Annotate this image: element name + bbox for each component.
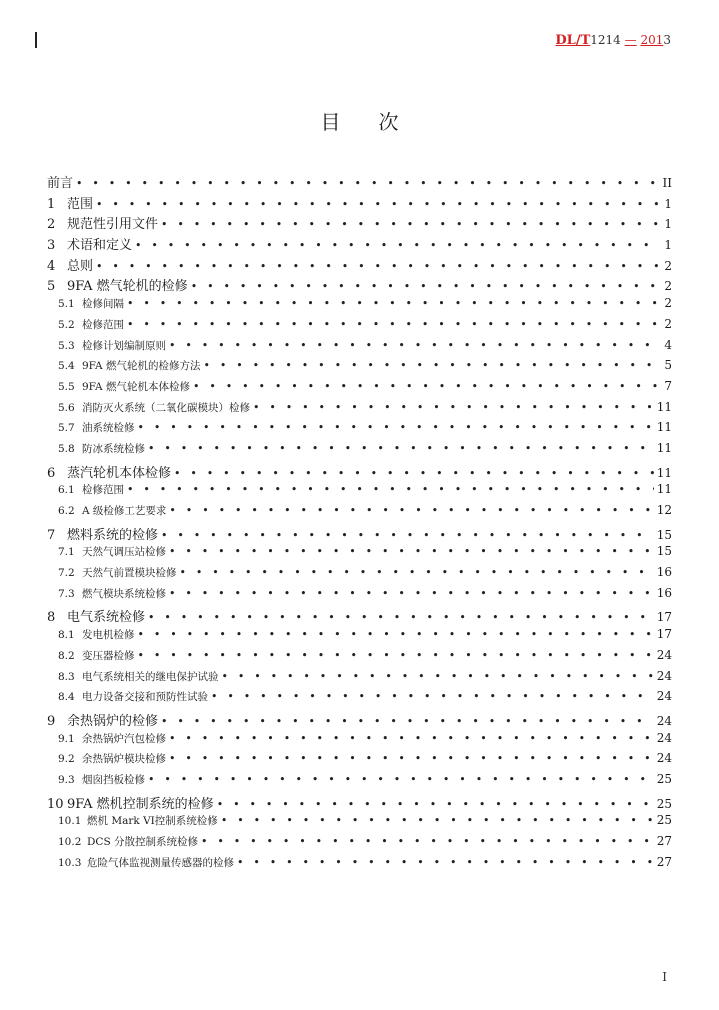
- standard-dash: —: [624, 33, 637, 47]
- toc-dot-leader: [148, 442, 654, 455]
- toc-entry[interactable]: [47, 813, 672, 834]
- toc-entry[interactable]: [47, 855, 672, 876]
- toc-dot-leader: [169, 587, 654, 600]
- toc-entry-title: 消防灭火系统（二氧化碳模块）检修: [82, 401, 250, 414]
- standard-code: DL/T: [555, 33, 591, 48]
- toc-entry-title: 燃机 Mark VI控制系统检修: [87, 815, 218, 828]
- toc-entry-page: 2: [664, 279, 672, 294]
- standard-year-end: 3: [663, 33, 671, 47]
- standard-year: 201: [640, 33, 664, 47]
- toc-dot-leader: [148, 773, 654, 786]
- toc-entry-title: 9FA 燃气轮机的检修方法: [82, 360, 201, 373]
- toc-entry-number: 7.2: [58, 567, 75, 580]
- toc-entry-number: 9.1: [58, 732, 75, 745]
- toc-entry-page: 11: [656, 440, 672, 455]
- toc-dot-leader: [221, 814, 654, 827]
- toc-dot-leader: [174, 467, 654, 480]
- toc-entry-number: 5.1: [58, 298, 75, 311]
- toc-dot-leader: [169, 732, 654, 745]
- toc-entry-number: 8.3: [58, 670, 75, 683]
- toc-entry-title: 烟囱挡板检修: [82, 773, 145, 786]
- toc-entry-number: 6.1: [58, 484, 75, 497]
- toc-entry-title: 蒸汽轮机本体检修: [67, 465, 172, 481]
- toc-entry-title: 防冰系统检修: [82, 442, 145, 455]
- toc-entry[interactable]: [47, 193, 672, 214]
- toc-dot-leader: [76, 177, 659, 190]
- toc-entry-number: 5.5: [58, 380, 75, 393]
- toc-dot-leader: [169, 545, 654, 558]
- toc-entry-number: 4: [47, 258, 56, 274]
- toc-dot-leader: [169, 339, 659, 352]
- toc-entry-title: 油系统检修: [82, 422, 135, 435]
- toc-entry-title: 检修范围: [82, 484, 124, 497]
- toc-entry-page: 25: [656, 796, 672, 811]
- toc-entry-title: 检修计划编制原则: [82, 339, 166, 352]
- toc-entry[interactable]: [47, 710, 672, 731]
- toc-entry-number: 10.3: [58, 856, 82, 869]
- toc-entry[interactable]: [47, 565, 672, 586]
- toc-entry-page: 17: [656, 610, 672, 625]
- toc-dot-leader: [217, 798, 654, 811]
- toc-entry[interactable]: [47, 275, 672, 296]
- toc-entry-page: 11: [656, 420, 672, 435]
- toc-entry-page: 24: [656, 668, 672, 683]
- toc-dot-leader: [191, 280, 659, 293]
- toc-entry[interactable]: [47, 627, 672, 648]
- toc-entry-number: 5.2: [58, 318, 75, 331]
- toc-entry-title: 发电机检修: [82, 629, 135, 642]
- toc-entry[interactable]: [47, 731, 672, 752]
- toc-entry[interactable]: [47, 358, 672, 379]
- toc-entry-title: 术语和定义: [67, 238, 133, 254]
- toc-dot-leader: [222, 670, 654, 683]
- toc-entry-number: 9: [47, 713, 56, 729]
- toc-entry-page: 12: [656, 503, 672, 517]
- toc-dot-leader: [161, 218, 659, 231]
- toc-entry-page: II: [662, 176, 672, 190]
- toc-entry-title: 总则: [67, 258, 94, 274]
- toc-entry-page: 25: [656, 771, 672, 786]
- toc-entry-number: 5: [47, 279, 56, 295]
- toc-entry-number: 6: [47, 465, 56, 481]
- toc-entry-page: 1: [664, 196, 672, 211]
- toc-entry-number: 9.3: [58, 773, 75, 786]
- toc-entry-page: 1: [664, 238, 672, 253]
- toc-dot-leader: [201, 835, 654, 848]
- toc-entry-page: 25: [656, 813, 672, 828]
- toc-entry[interactable]: [47, 793, 672, 814]
- toc-entry-number: 7.3: [58, 587, 75, 600]
- toc-entry-number: 3: [47, 238, 56, 254]
- toc-entry-title: 变压器检修: [82, 649, 135, 662]
- toc-entry-number: 5.4: [58, 360, 75, 373]
- toc-entry-title: 9FA 燃机控制系统的检修: [67, 796, 214, 812]
- toc-dot-leader: [161, 715, 654, 728]
- toc-entry[interactable]: [47, 255, 672, 276]
- toc-entry-title: 燃料系统的检修: [67, 527, 159, 543]
- toc-entry-page: 24: [656, 730, 672, 745]
- toc-entry-title: 余热锅炉汽包检修: [82, 732, 166, 745]
- toc-entry-title: 天然气前置模块检修: [82, 567, 177, 580]
- toc-dot-leader: [96, 260, 659, 273]
- standard-number: 1214: [590, 33, 621, 47]
- toc-entry[interactable]: [47, 379, 672, 400]
- toc-dot-leader: [161, 529, 654, 542]
- toc-entry-number: 8: [47, 610, 56, 626]
- toc-entry-number: 9.2: [58, 753, 75, 766]
- toc-entry-page: 24: [656, 689, 672, 704]
- toc-entry-page: 24: [656, 647, 672, 662]
- toc-dot-leader: [127, 318, 659, 331]
- toc-entry[interactable]: [47, 482, 672, 503]
- toc-entry-page: 15: [656, 527, 672, 542]
- toc-dot-leader: [253, 401, 654, 414]
- toc-entry-number: 8.1: [58, 629, 75, 642]
- toc-entry-number: 7.1: [58, 546, 75, 559]
- toc-entry-page: 4: [664, 337, 672, 352]
- page-number: I: [662, 970, 667, 984]
- toc-entry[interactable]: [47, 172, 672, 193]
- toc-entry-page: 2: [664, 316, 672, 331]
- toc-entry-title: 电力设备交接和预防性试验: [82, 691, 208, 704]
- toc-entry-title: 电气系统检修: [67, 610, 146, 626]
- toc-entry-title: 余热锅炉模块检修: [82, 753, 166, 766]
- toc-entry[interactable]: [47, 524, 672, 545]
- toc-dot-leader: [180, 566, 654, 579]
- toc-entry[interactable]: [47, 669, 672, 690]
- margin-bar: [35, 32, 37, 48]
- toc-entry-title: DCS 分散控制系统检修: [87, 836, 198, 848]
- toc-entry[interactable]: [47, 648, 672, 669]
- toc-entry-page: 15: [656, 544, 672, 559]
- toc-entry-title: 9FA 燃气轮机本体检修: [82, 380, 190, 393]
- toc-entry[interactable]: [47, 586, 672, 607]
- toc-dot-leader: [211, 690, 654, 703]
- toc-entry-title: 电气系统相关的继电保护试验: [82, 670, 219, 683]
- toc-entry-title: 检修间隔: [82, 298, 124, 311]
- table-of-contents: [47, 172, 672, 875]
- toc-entry-number: 10: [47, 796, 64, 812]
- toc-entry-title: 危险气体监视测量传感器的检修: [87, 856, 234, 869]
- toc-entry[interactable]: [47, 420, 672, 441]
- toc-entry-title: A 级检修工艺要求: [82, 505, 167, 517]
- toc-entry-title: 范围: [67, 196, 94, 212]
- page-header: [555, 33, 671, 48]
- toc-entry-page: 7: [664, 378, 672, 393]
- toc-dot-leader: [148, 611, 654, 624]
- toc-entry-page: 2: [664, 296, 672, 311]
- toc-entry[interactable]: [47, 234, 672, 255]
- toc-dot-leader: [127, 483, 654, 496]
- toc-entry[interactable]: [47, 441, 672, 462]
- toc-entry-number: 5.7: [58, 422, 75, 435]
- toc-entry-number: 2: [47, 217, 56, 233]
- toc-entry-page: 5: [664, 358, 672, 373]
- toc-entry-number: 5.3: [58, 339, 75, 352]
- toc-entry[interactable]: [47, 503, 672, 524]
- toc-entry-number: 5.8: [58, 442, 75, 455]
- toc-dot-leader: [138, 649, 654, 662]
- toc-entry[interactable]: [47, 751, 672, 772]
- toc-entry-number: 5.6: [58, 401, 75, 414]
- toc-entry-number: 8.2: [58, 649, 75, 662]
- toc-entry-page: 24: [656, 751, 672, 766]
- page-title: 目次: [320, 110, 437, 134]
- toc-entry[interactable]: [47, 606, 672, 627]
- toc-dot-leader: [127, 297, 659, 310]
- toc-entry-page: 17: [656, 627, 672, 642]
- toc-entry-page: 16: [656, 585, 672, 600]
- toc-entry-number: 6.2: [58, 505, 75, 517]
- toc-entry-title: 前言: [47, 176, 74, 191]
- toc-entry-page: 24: [656, 713, 672, 728]
- toc-dot-leader: [138, 421, 654, 434]
- toc-dot-leader: [138, 628, 654, 641]
- toc-dot-leader: [237, 856, 654, 869]
- toc-dot-leader: [96, 198, 659, 211]
- toc-dot-leader: [169, 504, 653, 517]
- toc-entry[interactable]: [47, 317, 672, 338]
- toc-entry-number: 7: [47, 527, 56, 543]
- toc-entry[interactable]: [47, 834, 672, 855]
- toc-entry-page: 27: [656, 854, 672, 869]
- toc-entry-number: 1: [47, 196, 56, 212]
- toc-entry[interactable]: [47, 544, 672, 565]
- toc-entry-number: 8.4: [58, 691, 75, 704]
- toc-dot-leader: [135, 239, 659, 252]
- toc-entry-title: 规范性引用文件: [67, 217, 159, 233]
- toc-entry-number: 10.2: [58, 836, 82, 848]
- toc-entry-page: 27: [656, 834, 672, 848]
- toc-entry[interactable]: [47, 772, 672, 793]
- toc-entry-number: 10.1: [58, 815, 82, 828]
- toc-entry[interactable]: [47, 400, 672, 421]
- toc-entry[interactable]: [47, 213, 672, 234]
- toc-entry-title: 余热锅炉的检修: [67, 713, 159, 729]
- toc-entry-title: 检修范围: [82, 318, 124, 331]
- toc-entry-page: 1: [664, 217, 672, 232]
- toc-dot-leader: [203, 359, 659, 372]
- toc-entry-page: 16: [656, 565, 672, 580]
- toc-entry[interactable]: [47, 689, 672, 710]
- toc-entry[interactable]: [47, 462, 672, 483]
- toc-dot-leader: [169, 752, 654, 765]
- toc-entry[interactable]: [47, 338, 672, 359]
- toc-entry-page: 2: [664, 258, 672, 273]
- toc-entry[interactable]: [47, 296, 672, 317]
- toc-entry-title: 天然气调压站检修: [82, 546, 166, 559]
- toc-entry-title: 燃气模块系统检修: [82, 587, 166, 600]
- toc-dot-leader: [193, 380, 659, 393]
- toc-entry-page: 11: [656, 482, 672, 497]
- toc-entry-page: 11: [656, 399, 672, 414]
- toc-entry-title: 9FA 燃气轮机的检修: [67, 279, 188, 295]
- toc-entry-page: 11: [656, 465, 672, 480]
